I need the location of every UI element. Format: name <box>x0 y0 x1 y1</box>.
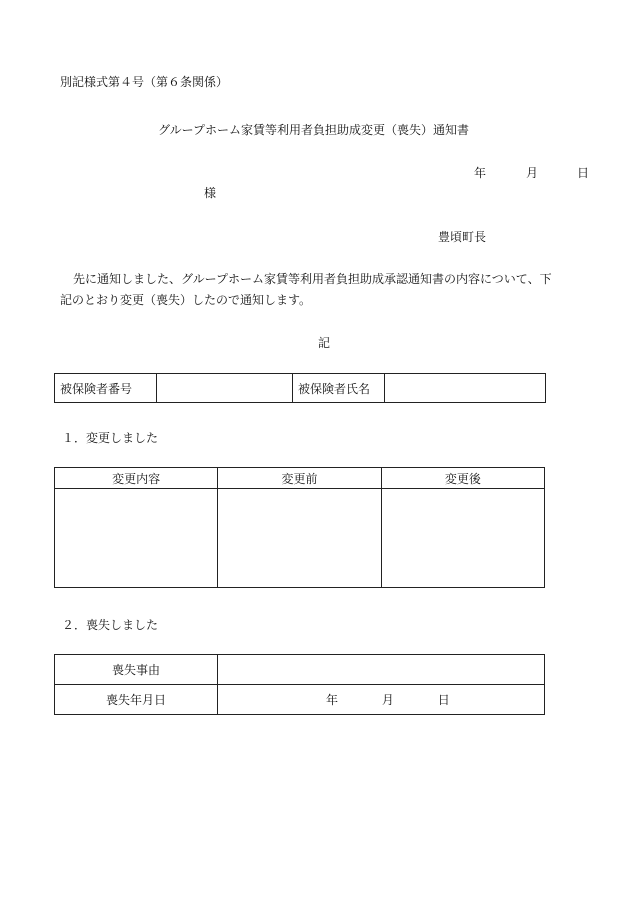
loss-reason-label: 喪失事由 <box>55 655 218 685</box>
issue-date-year: 年 <box>474 166 487 180</box>
ki-heading: 記 <box>318 336 331 350</box>
issue-date-month: 月 <box>526 166 539 180</box>
loss-date-label: 喪失年月日 <box>55 685 218 715</box>
body-text-line-2: 記のとおり変更（喪失）したので通知します。 <box>60 293 312 307</box>
recipient-honorific: 様 <box>204 186 217 200</box>
change-content-header: 変更内容 <box>55 468 218 489</box>
change-content-cell <box>55 489 218 588</box>
section-1-heading: １．変更しました <box>62 431 159 445</box>
change-table <box>54 467 545 588</box>
loss-date-year: 年 <box>326 693 339 707</box>
insured-number-cell <box>157 374 293 403</box>
body-text-line-1: 先に通知しました、グループホーム家賃等利用者負担助成承認通知書の内容について、下 <box>73 272 552 286</box>
document-title: グループホーム家賃等利用者負担助成変更（喪失）通知書 <box>158 123 470 137</box>
change-after-cell <box>381 489 544 588</box>
change-after-header: 変更後 <box>381 468 544 489</box>
change-before-cell <box>218 489 381 588</box>
section-2-heading: ２．喪失しました <box>62 618 159 632</box>
sender-name: 豊頃町長 <box>438 230 487 244</box>
loss-table <box>54 654 545 715</box>
insured-number-label: 被保険者番号 <box>55 374 157 403</box>
loss-date-cell <box>218 685 545 715</box>
loss-date-month: 月 <box>381 693 394 707</box>
change-before-header: 変更前 <box>218 468 381 489</box>
form-number: 別記様式第４号（第６条関係） <box>60 75 229 89</box>
insured-name-cell <box>385 374 546 403</box>
insured-info-table <box>54 373 546 403</box>
insured-name-label: 被保険者氏名 <box>293 374 385 403</box>
loss-date-day: 日 <box>437 693 450 707</box>
loss-reason-cell <box>218 655 545 685</box>
issue-date-day: 日 <box>577 166 590 180</box>
